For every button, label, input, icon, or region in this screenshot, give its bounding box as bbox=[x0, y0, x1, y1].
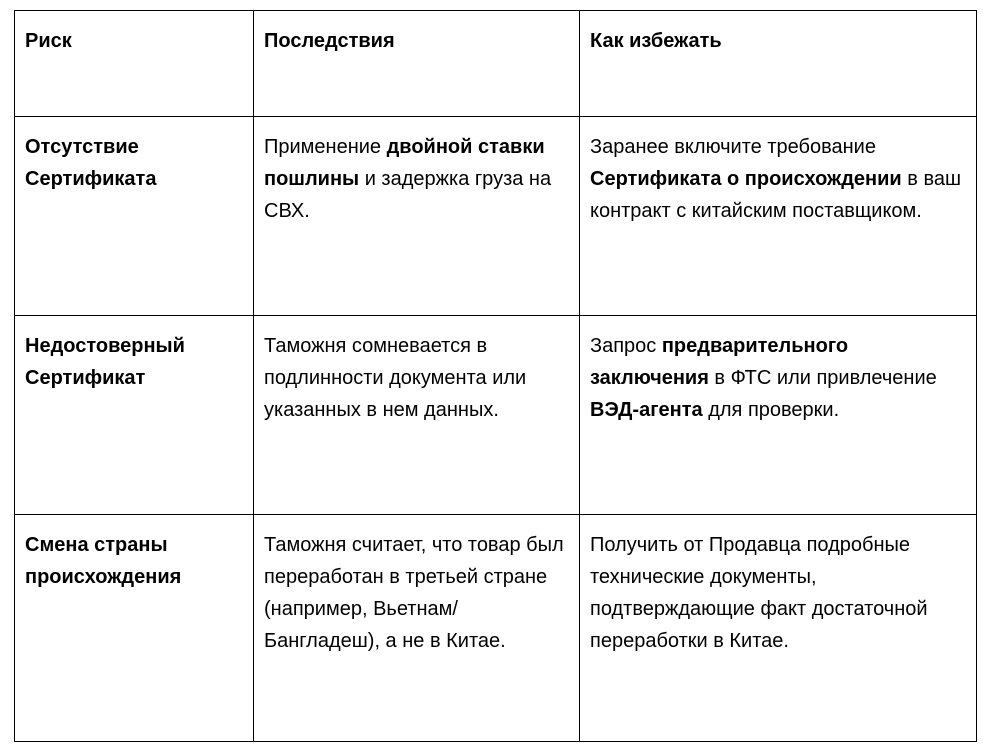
avoid-cell bbox=[580, 515, 977, 742]
text-run: Запрос bbox=[590, 335, 662, 357]
text-run: Таможня сомневается в подлинности документа или указанных в нем данных. bbox=[264, 335, 527, 421]
risk-cell: Смена страны происхождения bbox=[15, 515, 254, 742]
text-run: в ваш контракт с китайским поставщиком. bbox=[590, 168, 962, 222]
header-consequences: Последствия bbox=[254, 11, 580, 117]
table-row bbox=[15, 515, 977, 742]
avoid-cell bbox=[580, 117, 977, 316]
text-run-bold: двойной ставки пошлины bbox=[264, 136, 545, 190]
consequences-cell bbox=[254, 316, 580, 515]
text-run: и задержка груза на СВХ. bbox=[264, 168, 552, 222]
text-run: Применение bbox=[264, 136, 387, 158]
consequences-cell bbox=[254, 515, 580, 742]
header-risk: Риск bbox=[15, 11, 254, 117]
risk-table bbox=[14, 10, 977, 742]
text-run-bold: Сертификата о происхождении bbox=[590, 168, 902, 190]
table-header-row bbox=[15, 11, 977, 117]
avoid-cell bbox=[580, 316, 977, 515]
text-run-bold: предварительного заключения bbox=[590, 335, 849, 389]
table-row bbox=[15, 316, 977, 515]
risk-cell: Недостоверный Сертификат bbox=[15, 316, 254, 515]
text-run: Таможня считает, что товар был переработан в третьей стране (например, Вьетнам/Бангладеш), а не в Китае. bbox=[264, 534, 564, 652]
text-run: в ФТС или привлечение bbox=[708, 367, 937, 389]
risk-cell: Отсутствие Сертификата bbox=[15, 117, 254, 316]
text-run: Заранее включите требование bbox=[590, 136, 876, 158]
text-run: для проверки. bbox=[702, 399, 840, 421]
text-run-bold: ВЭД-агента bbox=[590, 399, 703, 421]
header-how-to-avoid: Как избежать bbox=[580, 11, 977, 117]
table-row bbox=[15, 117, 977, 316]
text-run: Получить от Продавца подробные технические документы, подтверждающие факт достаточной переработки в Китае. bbox=[590, 534, 928, 652]
consequences-cell bbox=[254, 117, 580, 316]
